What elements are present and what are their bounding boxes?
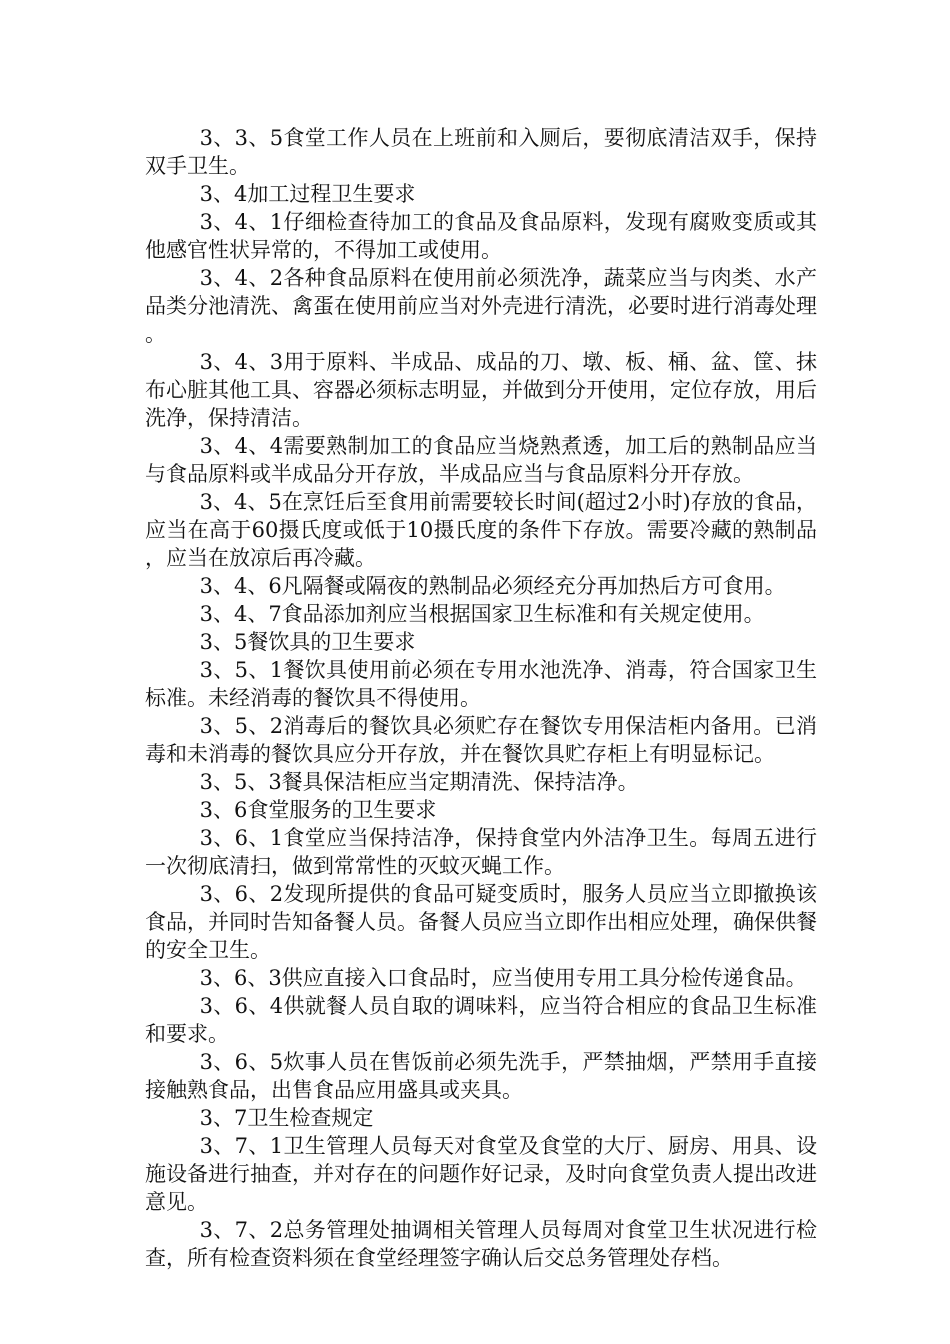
paragraph-3-5-2: 3、5、2消毒后的餐饮具必须贮存在餐饮专用保洁柜内备用。已消毒和未消毒的餐饮具应分开存放，并在餐饮具贮存柜上有明显标记。 (145, 714, 817, 766)
paragraph-3-5-3: 3、5、3餐具保洁柜应当定期清洗、保持洁净。 (199, 770, 639, 794)
paragraph-3-6-3: 3、6、3供应直接入口食品时，应当使用专用工具分检传递食品。 (199, 966, 807, 990)
paragraph-3-4-6: 3、4、6凡隔餐或隔夜的熟制品必须经充分再加热后方可食用。 (199, 574, 786, 598)
paragraph-3-4-3: 3、4、3用于原料、半成品、成品的刀、墩、板、桶、盆、筐、抹布心脏其他工具、容器必须标志明显，并做到分开使用，定位存放，用后洗净，保持清洁。 (145, 350, 817, 430)
heading-3-5: 3、5餐饮具的卫生要求 (199, 630, 416, 654)
paragraph-3-6-5: 3、6、5炊事人员在售饭前必须先洗手，严禁抽烟，严禁用手直接接触熟食品，出售食品应用盛具或夹具。 (145, 1050, 817, 1102)
paragraph-3-4-2: 3、4、2各种食品原料在使用前必须洗净，蔬菜应当与肉类、水产品类分池清洗、禽蛋在使用前应当对外壳进行清洗，必要时进行消毒处理。 (145, 266, 817, 346)
paragraph-3-7-1: 3、7、1卫生管理人员每天对食堂及食堂的大厅、厨房、用具、设施设备进行抽查，并对存在的问题作好记录，及时向食堂负责人提出改进意见。 (145, 1134, 817, 1214)
document-body (145, 124, 817, 1272)
paragraph-3-5-1: 3、5、1餐饮具使用前必须在专用水池洗净、消毒，符合国家卫生标准。未经消毒的餐饮具不得使用。 (145, 658, 817, 710)
paragraph-3-6-4: 3、6、4供就餐人员自取的调味料，应当符合相应的食品卫生标准和要求。 (145, 994, 817, 1046)
paragraph-3-7-2: 3、7、2总务管理处抽调相关管理人员每周对食堂卫生状况进行检查，所有检查资料须在食堂经理签字确认后交总务管理处存档。 (145, 1218, 817, 1270)
paragraph-3-3-5: 3、3、5食堂工作人员在上班前和入厕后，要彻底清洁双手，保持双手卫生。 (145, 126, 817, 178)
paragraph-3-6-2: 3、6、2发现所提供的食品可疑变质时，服务人员应当立即撤换该食品，并同时告知备餐人员。备餐人员应当立即作出相应处理，确保供餐的安全卫生。 (145, 882, 817, 962)
heading-3-6: 3、6食堂服务的卫生要求 (199, 798, 437, 822)
paragraph-3-4-5: 3、4、5在烹饪后至食用前需要较长时间(超过2小时)存放的食品，应当在高于60摄氏度或低于10摄氏度的条件下存放。需要冷藏的熟制品，应当在放凉后再冷藏。 (145, 490, 817, 570)
paragraph-3-4-1: 3、4、1仔细检查待加工的食品及食品原料，发现有腐败变质或其他感官性状异常的，不得加工或使用。 (145, 210, 817, 262)
paragraph-3-4-4: 3、4、4需要熟制加工的食品应当烧熟煮透，加工后的熟制品应当与食品原料或半成品分开存放，半成品应当与食品原料分开存放。 (145, 434, 817, 486)
paragraph-3-6-1: 3、6、1食堂应当保持洁净，保持食堂内外洁净卫生。每周五进行一次彻底清扫，做到常常性的灭蚊灭蝇工作。 (145, 826, 817, 878)
heading-3-4: 3、4加工过程卫生要求 (199, 182, 416, 206)
heading-3-7: 3、7卫生检查规定 (199, 1106, 374, 1130)
paragraph-3-4-7: 3、4、7食品添加剂应当根据国家卫生标准和有关规定使用。 (199, 602, 765, 626)
